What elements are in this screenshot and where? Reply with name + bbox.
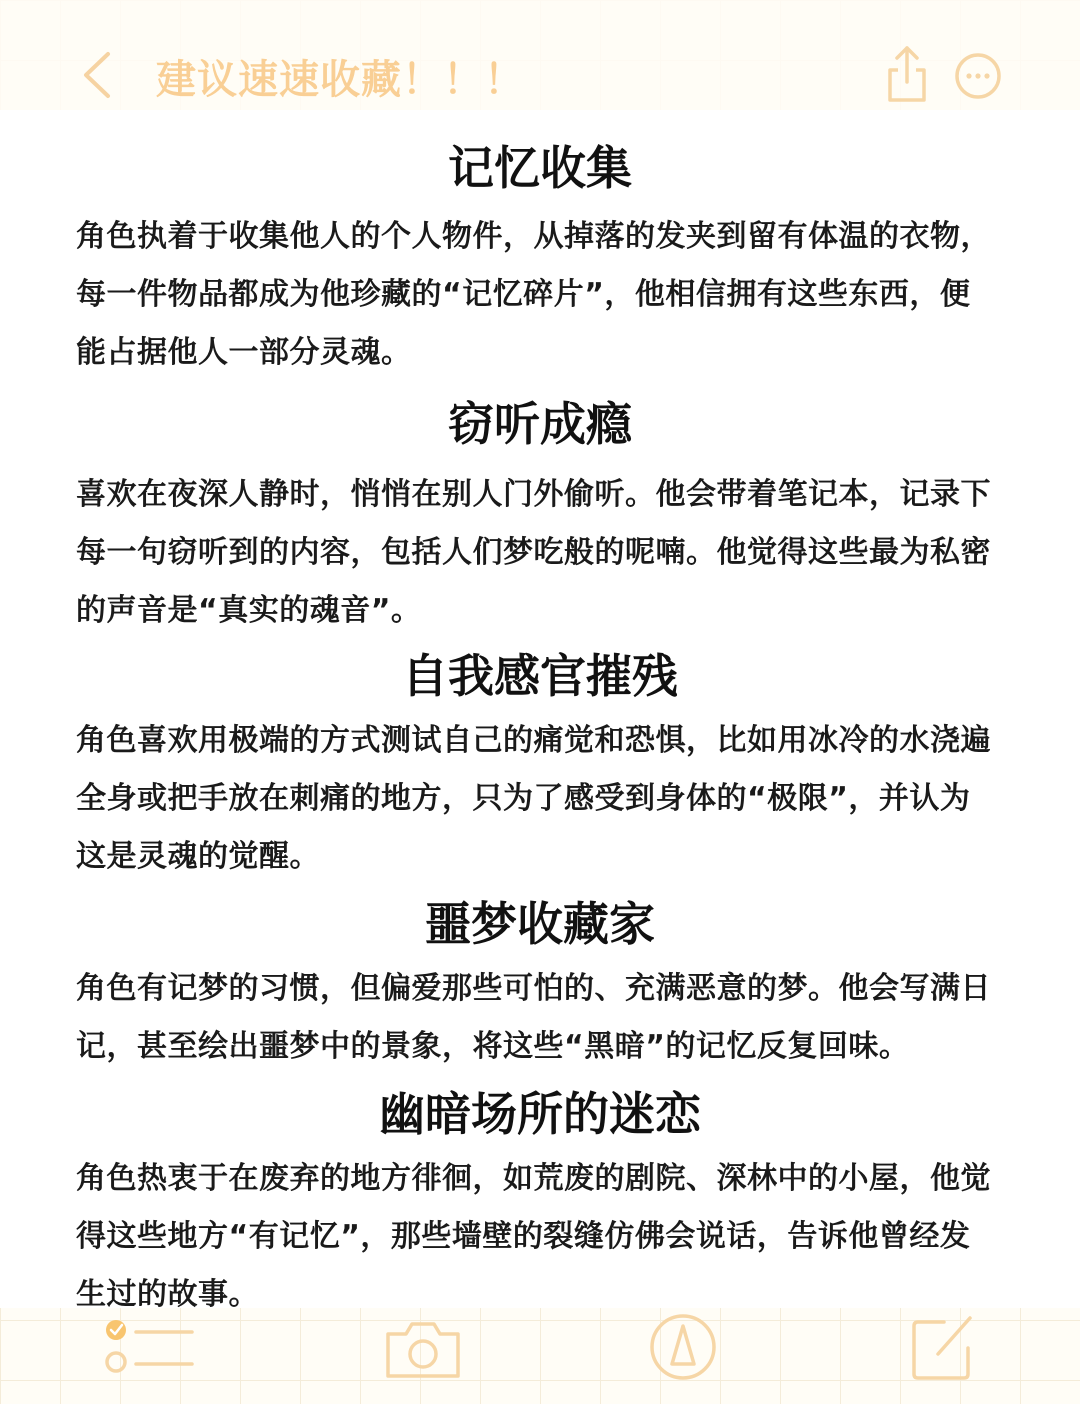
section-title-dark-places: 幽暗场所的迷恋 [379,1087,701,1141]
compass-icon[interactable] [648,1312,718,1382]
section-title-nightmare-collector: 噩梦收藏家 [425,897,655,951]
more-icon[interactable] [954,52,1002,100]
section-title-memory-collection: 记忆收集 [448,141,632,195]
share-icon[interactable] [884,44,930,104]
camera-icon[interactable] [382,1316,464,1382]
section-body-eavesdropping: 喜欢在夜深人静时，悄悄在别人门外偷听。他会带着笔记本，记录下每一句窃听到的内容，包括人们梦吃般的呢喃。他觉得这些最为私密的声音是“真实的魂音”。 [76,477,991,628]
section-title-sensory-self-harm: 自我感官摧残 [402,649,678,703]
section-body-dark-places: 角色热衷于在废弃的地方徘徊，如荒废的剧院、深林中的小屋，他觉得这些地方“有记忆”，那些墙壁的裂缝仿佛会说话，告诉他曾经发生过的故事。 [76,1161,991,1312]
note-content [0,110,1080,1312]
edit-icon[interactable] [910,1312,976,1382]
back-icon[interactable] [78,50,118,100]
section-body-memory-collection: 角色执着于收集他人的个人物件，从掉落的发夹到留有体温的衣物，每一件物品都成为他珍藏的“记忆碎片”，他相信拥有这些东西，便能占据他人一部分灵魂。 [76,219,991,370]
bottom-toolbar [0,1308,1080,1404]
section-body-sensory-self-harm: 角色喜欢用极端的方式测试自己的痛觉和恐惧，比如用冰冷的水浇遍全身或把手放在刺痛的地方，只为了感受到身体的“极限”，并认为这是灵魂的觉醒。 [76,723,991,874]
note-title: 建议速速收藏！！！ [156,57,525,103]
section-title-eavesdropping: 窃听成瘾 [448,397,632,451]
section-body-nightmare-collector: 角色有记梦的习惯，但偏爱那些可怕的、充满恶意的梦。他会写满日记，甚至绘出噩梦中的景象，将这些“黑暗”的记忆反复回味。 [76,971,991,1064]
checklist-icon[interactable] [104,1316,196,1382]
top-nav-bar [0,0,1080,110]
